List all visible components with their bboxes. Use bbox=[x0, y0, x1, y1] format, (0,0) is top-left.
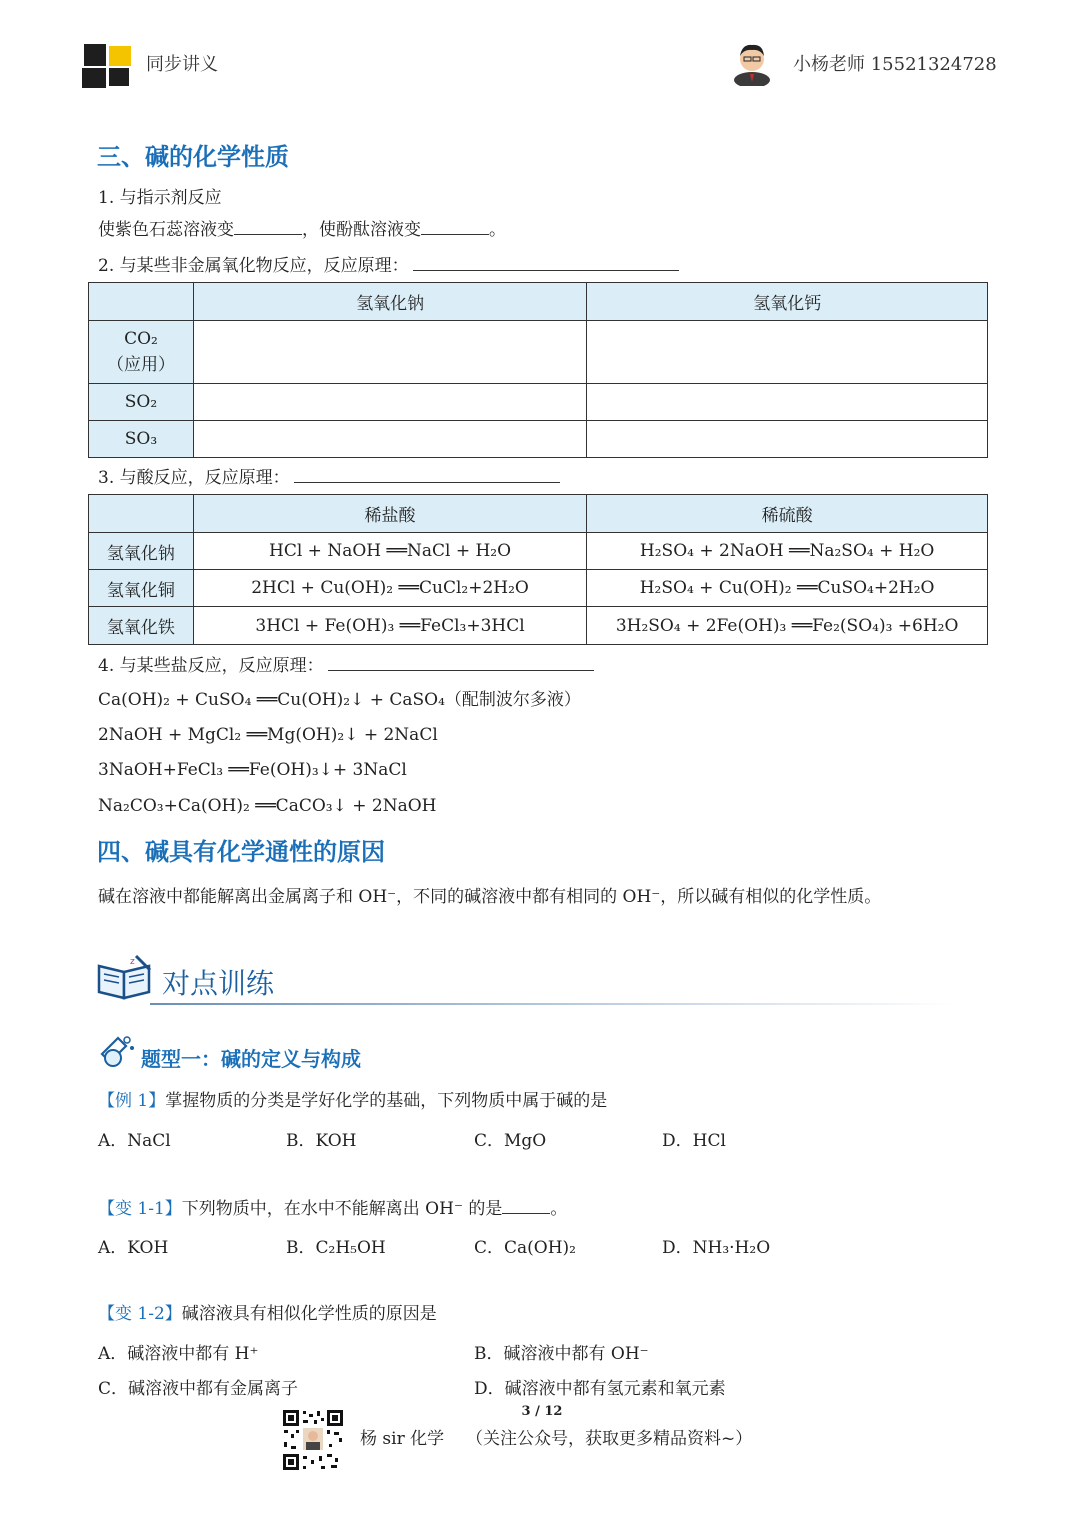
svg-text:z: z bbox=[130, 957, 135, 967]
equation-cell: 3HCl + Fe(OH)₃ ══FeCl₃+3HCl bbox=[193, 607, 586, 645]
equation-cell: HCl + NaOH ══NaCl + H₂O bbox=[193, 533, 586, 570]
answer-blank[interactable] bbox=[234, 218, 302, 235]
variant-1-2 bbox=[98, 1303, 437, 1325]
equation-1: Ca(OH)₂ + CuSO₄ ══Cu(OH)₂↓ + CaSO₄（配制波尔多液） bbox=[98, 690, 581, 710]
item2-title-text: 2. 与某些非金属氧化物反应，反应原理： bbox=[98, 256, 409, 276]
answer-blank[interactable] bbox=[421, 218, 489, 235]
answer-cell[interactable] bbox=[193, 321, 587, 384]
book-icon bbox=[96, 954, 154, 1002]
nonmetal-oxide-table bbox=[88, 282, 988, 458]
variant-1-1-question: 下列物质中，在水中不能解离出 OH⁻ 的是 bbox=[181, 1199, 503, 1219]
row-header-so3: SO₃ bbox=[89, 421, 194, 458]
col-header-hcl: 稀盐酸 bbox=[193, 495, 586, 533]
option-d[interactable]: D．HCl bbox=[662, 1131, 726, 1151]
row-header-cuoh2: 氢氧化铜 bbox=[89, 570, 194, 607]
option-b[interactable]: B．C₂H₅OH bbox=[286, 1238, 386, 1258]
answer-blank[interactable] bbox=[502, 1197, 550, 1214]
answer-cell[interactable] bbox=[193, 421, 587, 458]
item1-line-c: 。 bbox=[489, 220, 506, 240]
col-header-naoh: 氢氧化钠 bbox=[193, 283, 587, 321]
footer-brand: 杨 sir 化学 bbox=[360, 1429, 445, 1449]
section4-body: 碱在溶液中都能解离出金属离子和 OH⁻，不同的碱溶液中都有相同的 OH⁻，所以碱有相似的化学性质。 bbox=[98, 887, 882, 907]
example-1 bbox=[98, 1090, 607, 1112]
teacher-avatar-icon bbox=[732, 40, 772, 86]
option-c[interactable]: C．碱溶液中都有金属离子 bbox=[98, 1379, 299, 1399]
row-label-co2: CO₂ bbox=[124, 329, 158, 349]
answer-blank[interactable] bbox=[328, 654, 594, 671]
row-header-naoh: 氢氧化钠 bbox=[89, 533, 194, 570]
equation-cell: 3H₂SO₄ + 2Fe(OH)₃ ══Fe₂(SO₄)₃ +6H₂O bbox=[587, 607, 988, 645]
answer-cell[interactable] bbox=[587, 421, 988, 458]
item1-line bbox=[98, 218, 506, 241]
flask-icon bbox=[96, 1034, 136, 1072]
answer-cell[interactable] bbox=[193, 384, 587, 421]
option-c[interactable]: C．Ca(OH)₂ bbox=[474, 1238, 576, 1258]
option-d[interactable]: D．碱溶液中都有氢元素和氧元素 bbox=[474, 1379, 726, 1399]
option-d[interactable]: D．NH₃·H₂O bbox=[662, 1238, 771, 1258]
section3-title: 三、碱的化学性质 bbox=[97, 143, 289, 171]
logo bbox=[80, 42, 135, 90]
option-c[interactable]: C．MgO bbox=[474, 1131, 547, 1151]
equation-cell: 2HCl + Cu(OH)₂ ══CuCl₂+2H₂O bbox=[193, 570, 586, 607]
item3-title bbox=[98, 466, 560, 489]
item1-line-a: 使紫色石蕊溶液变 bbox=[98, 220, 234, 240]
variant-1-1-tag: 【变 1-1】 bbox=[98, 1199, 182, 1219]
answer-cell[interactable] bbox=[587, 321, 988, 384]
item1-title: 1. 与指示剂反应 bbox=[98, 188, 222, 208]
item4-title-text: 4. 与某些盐反应，反应原理： bbox=[98, 656, 324, 676]
qr-code-icon bbox=[281, 1408, 345, 1472]
variant-1-2-question: 碱溶液具有相似化学性质的原因是 bbox=[181, 1304, 437, 1324]
answer-blank[interactable] bbox=[413, 254, 679, 271]
option-b[interactable]: B．KOH bbox=[286, 1131, 357, 1151]
item3-title-text: 3. 与酸反应，反应原理： bbox=[98, 468, 290, 488]
section4-title: 四、碱具有化学通性的原因 bbox=[97, 838, 385, 866]
answer-cell[interactable] bbox=[587, 384, 988, 421]
table-corner bbox=[89, 283, 194, 321]
equation-4: Na₂CO₃+Ca(OH)₂ ══CaCO₃↓ + 2NaOH bbox=[98, 796, 437, 816]
footer-note: （关注公众号，获取更多精品资料~） bbox=[466, 1429, 753, 1449]
question-type-1-title: 题型一：碱的定义与构成 bbox=[141, 1047, 361, 1071]
variant-1-2-tag: 【变 1-2】 bbox=[98, 1304, 182, 1324]
page-number: 3 / 12 bbox=[521, 1404, 563, 1419]
item1-line-b: ，使酚酞溶液变 bbox=[302, 220, 421, 240]
acid-reaction-table bbox=[88, 494, 988, 645]
variant-1-1 bbox=[98, 1197, 567, 1220]
variant-1-1-end: 。 bbox=[550, 1199, 568, 1219]
header-left-label: 同步讲义 bbox=[146, 54, 218, 75]
option-a[interactable]: A．碱溶液中都有 H⁺ bbox=[98, 1344, 259, 1364]
item4-title bbox=[98, 654, 594, 677]
example-1-question: 掌握物质的分类是学好化学的基础，下列物质中属于碱的是 bbox=[165, 1091, 608, 1111]
row-label-application: （应用） bbox=[106, 355, 175, 375]
equation-3: 3NaOH+FeCl₃ ══Fe(OH)₃↓+ 3NaCl bbox=[98, 760, 407, 780]
row-header-feoh3: 氢氧化铁 bbox=[89, 607, 194, 645]
equation-cell: H₂SO₄ + Cu(OH)₂ ══CuSO₄+2H₂O bbox=[587, 570, 988, 607]
practice-banner-title: 对点训练 bbox=[162, 967, 275, 1000]
row-header-co2 bbox=[89, 321, 194, 384]
banner-underline bbox=[150, 1003, 960, 1005]
equation-2: 2NaOH + MgCl₂ ══Mg(OH)₂↓ + 2NaCl bbox=[98, 725, 438, 745]
equation-cell: H₂SO₄ + 2NaOH ══Na₂SO₄ + H₂O bbox=[587, 533, 988, 570]
option-b[interactable]: B．碱溶液中都有 OH⁻ bbox=[474, 1344, 649, 1364]
example-1-tag: 【例 1】 bbox=[98, 1091, 166, 1111]
table-corner bbox=[89, 495, 194, 533]
item2-title bbox=[98, 254, 679, 277]
answer-blank[interactable] bbox=[294, 466, 560, 483]
option-a[interactable]: A．KOH bbox=[98, 1238, 169, 1258]
col-header-h2so4: 稀硫酸 bbox=[587, 495, 988, 533]
option-a[interactable]: A．NaCl bbox=[98, 1131, 171, 1151]
col-header-caoh2: 氢氧化钙 bbox=[587, 283, 988, 321]
header-right-label: 小杨老师 15521324728 bbox=[793, 54, 997, 75]
row-header-so2: SO₂ bbox=[89, 384, 194, 421]
